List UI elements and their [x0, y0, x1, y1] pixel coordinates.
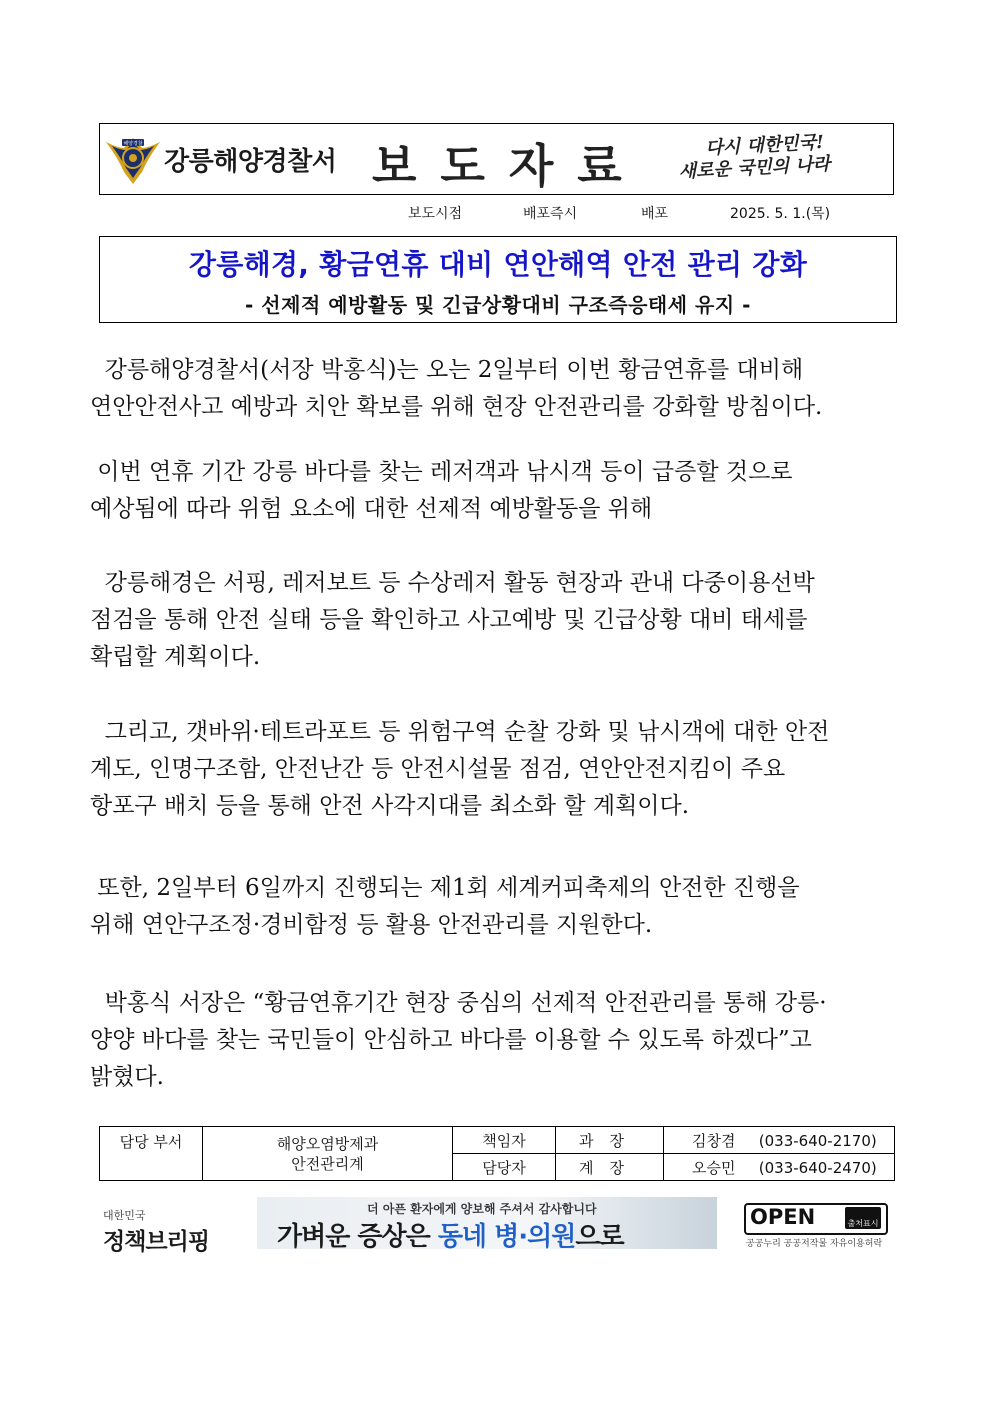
dept-line2: 안전관리계	[291, 1154, 364, 1173]
body-paragraph-6	[90, 985, 900, 1096]
release-date: 2025. 5. 1.(목)	[730, 206, 831, 222]
line: 예상됨에 따라 위험 요소에 대한 선제적 예방활동을 위해	[90, 496, 653, 522]
slogan-line2: 새로운 국민의 나라	[678, 153, 831, 183]
table-row	[100, 1127, 895, 1154]
body-paragraph-3	[90, 565, 900, 676]
body-paragraph-1	[90, 352, 900, 426]
kogl-open-logo	[744, 1203, 888, 1249]
banner-top-text: 더 아픈 환자에게 양보해 주셔서 감사합니다	[367, 1202, 597, 1216]
line: 양양 바다를 찾는 국민들이 안심하고 바다를 이용할 수 있도록 하겠다”고	[90, 1027, 812, 1053]
release-label-1: 보도시점	[408, 206, 463, 222]
line: 강릉해양경찰서(서장 박홍식)는 오는 2일부터 이번 황금연휴를 대비해	[90, 357, 804, 383]
slogan-line1: 다시 대한민국!	[704, 131, 825, 160]
attribution-badge: 출처표시	[845, 1207, 881, 1229]
line: 이번 연휴 기간 강릉 바다를 찾는 레저객과 낚시객 등이 급증할 것으로	[90, 459, 793, 485]
open-logo-text: OPEN	[750, 1205, 816, 1229]
logo-small-text: 대한민국	[103, 1209, 146, 1222]
position-cell: 과장	[556, 1127, 664, 1154]
position-cell: 계장	[556, 1154, 664, 1181]
open-logo-caption: 공공누리 공공저작물 자유이용허락	[746, 1239, 883, 1249]
person-name: 김창겸	[692, 1131, 736, 1150]
line: 점검을 통해 안전 실태 등을 확인하고 사고예방 및 긴급상황 대비 태세를	[90, 607, 808, 633]
subheadline: - 선제적 예방활동 및 긴급상황대비 구조즉응태세 유지 -	[245, 293, 751, 317]
line: 연안안전사고 예방과 치안 확보를 위해 현장 안전관리를 강화할 방침이다.	[90, 394, 823, 420]
line: 계도, 인명구조함, 안전난간 등 안전시설물 점검, 연안안전지킴이 주요	[90, 756, 786, 782]
line: 항포구 배치 등을 통해 안전 사각지대를 최소화 할 계획이다.	[90, 793, 690, 819]
person-cell	[664, 1154, 895, 1181]
release-value-1: 배포즉시	[523, 206, 578, 222]
banner-main-c: 으로	[575, 1222, 624, 1252]
slogan-calligraphy	[677, 129, 889, 184]
title-box	[99, 236, 897, 323]
dept-line1: 해양오염방제과	[276, 1134, 379, 1153]
dept-label-cell: 담당 부서	[100, 1127, 203, 1181]
role-cell: 담당자	[453, 1154, 556, 1181]
line: 강릉해경은 서핑, 레저보트 등 수상레저 활동 현장과 관내 다중이용선박	[90, 570, 815, 596]
policy-briefing-logo	[103, 1207, 213, 1255]
headline: 강릉해경, 황금연휴 대비 연안해역 안전 관리 강화	[188, 248, 808, 281]
logo-big-text: 정책브리핑	[103, 1229, 210, 1255]
svg-text:해양경찰: 해양경찰	[123, 141, 143, 147]
person-name: 오승민	[692, 1158, 736, 1177]
campaign-banner	[257, 1197, 717, 1252]
line: 위해 연안구조정·경비함정 등 활용 안전관리를 지원한다.	[90, 912, 653, 938]
line: 또한, 2일부터 6일까지 진행되는 제1회 세계커피축제의 안전한 진행을	[90, 875, 800, 901]
contact-table	[99, 1126, 895, 1181]
body-paragraph-2	[90, 454, 900, 528]
person-phone: (033-640-2170)	[758, 1131, 877, 1150]
release-label-2: 배포	[641, 206, 669, 222]
line: 박홍식 서장은 “황금연휴기간 현장 중심의 선제적 안전관리를 통해 강릉·	[90, 990, 827, 1016]
line: 밝혔다.	[90, 1064, 164, 1090]
role-cell: 책임자	[453, 1127, 556, 1154]
banner-main-b: 동네 병·의원	[437, 1222, 576, 1252]
line: 확립할 계획이다.	[90, 644, 261, 670]
person-cell	[664, 1127, 895, 1154]
coast-guard-emblem-icon	[104, 128, 162, 190]
person-phone: (033-640-2470)	[758, 1158, 877, 1177]
banner-main-text	[277, 1216, 624, 1253]
dept-cell	[203, 1127, 453, 1181]
line: 그리고, 갯바위·테트라포트 등 위험구역 순찰 강화 및 낚시객에 대한 안전	[90, 719, 830, 745]
banner-main-a: 가벼운 증상은	[277, 1222, 438, 1252]
doc-type-heading: 보도자료	[372, 139, 646, 193]
body-paragraph-5	[90, 870, 900, 944]
body-paragraph-4	[90, 714, 900, 825]
org-name: 강릉해양경찰서	[164, 147, 337, 177]
header-box	[99, 123, 894, 195]
